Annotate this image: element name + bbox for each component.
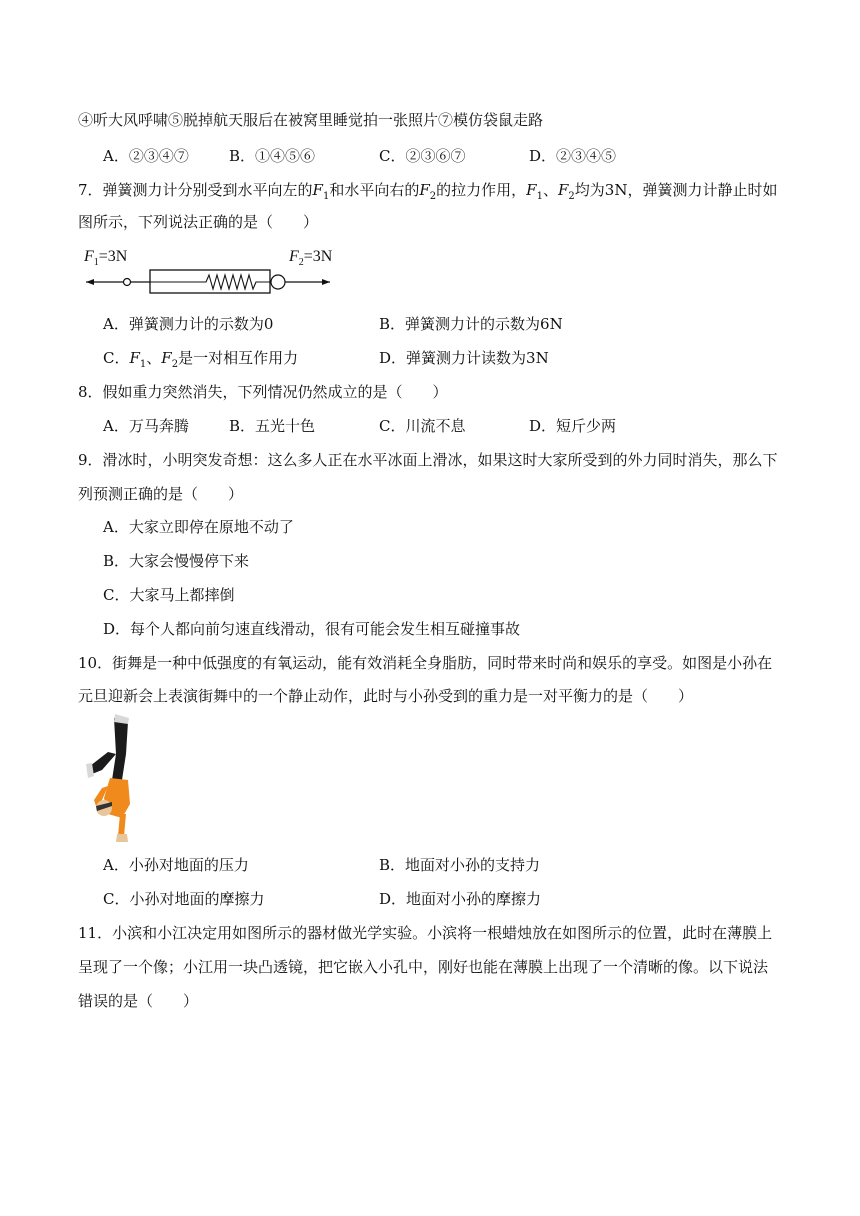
- q8-option-b: B．五光十色: [229, 417, 316, 435]
- f2-label: $F_2=3N$: [289, 248, 333, 269]
- q6-option-d: D．②③④⑤: [529, 147, 617, 165]
- q7-option-c: C．$F_1$、$F_2$是一对相互作用力: [103, 349, 299, 370]
- q7-stem-line2: 图所示，下列说法正确的是（ ）: [78, 213, 319, 231]
- q10-stem-line1: 10．街舞是一种中低强度的有氧运动，能有效消耗全身脂肪，同时带来时尚和娱乐的享受。如图是小孙在: [78, 654, 773, 672]
- q10-option-c: C．小孙对地面的摩擦力: [103, 890, 265, 908]
- q8-option-d: D．短斤少两: [529, 417, 617, 435]
- q10-option-b: B．地面对小孙的支持力: [379, 856, 541, 874]
- q8-option-c: C．川流不息: [379, 417, 466, 435]
- q11-stem-line2: 呈现了一个像；小江用一块凸透镜，把它嵌入小孔中，刚好也能在薄膜上出现了一个清晰的像。以下说法: [78, 958, 769, 976]
- spring-scale-figure: [78, 246, 348, 296]
- q9-stem-line1: 9．滑冰时，小明突发奇想：这么多人正在水平冰面上滑冰，如果这时大家所受到的外力同时消失，那么下: [78, 451, 778, 469]
- q10-stem-line2: 元旦迎新会上表演街舞中的一个静止动作，此时与小孙受到的重力是一对平衡力的是（ ）: [78, 687, 694, 705]
- q9-stem-line2: 列预测正确的是（ ）: [78, 485, 244, 503]
- q7-option-d: D．弹簧测力计读数为3N: [379, 349, 549, 367]
- q7-option-a: A．弹簧测力计的示数为0: [103, 315, 274, 333]
- q6-tail: ④听大风呼啸⑤脱掉航天服后在被窝里睡觉拍一张照片⑦模仿袋鼠走路: [78, 111, 544, 129]
- spring-scale-drawing: [78, 246, 348, 296]
- q9-option-b: B．大家会慢慢停下来: [103, 552, 250, 570]
- q8-stem: 8．假如重力突然消失，下列情况仍然成立的是（ ）: [78, 383, 448, 401]
- q9-option-d: D．每个人都向前匀速直线滑动，很有可能会发生相互碰撞事故: [103, 620, 521, 638]
- q6-option-a: A．②③④⑦: [103, 147, 189, 165]
- q9-option-c: C．大家马上都摔倒: [103, 586, 235, 604]
- q9-option-a: A．大家立即停在原地不动了: [103, 518, 294, 536]
- q11-stem-line1: 11．小滨和小江决定用如图所示的器材做光学实验。小滨将一根蜡烛放在如图所示的位置，此时在薄膜上: [78, 924, 773, 942]
- q10-option-d: D．地面对小孙的摩擦力: [379, 890, 542, 908]
- breakdancer-figure: [82, 714, 152, 844]
- q6-option-b: B．①④⑤⑥: [229, 147, 316, 165]
- f1-label: $F_1=3N$: [84, 248, 128, 269]
- q7-stem-line1: 7．弹簧测力计分别受到水平向左的$F_1$和水平向右的$F_2$的拉力作用，$F_1$、$F_2$均为3N，弹簧测力计静止时如: [78, 181, 778, 202]
- q11-stem-line3: 错误的是（ ）: [78, 992, 199, 1010]
- q10-option-a: A．小孙对地面的压力: [103, 856, 249, 874]
- q8-option-a: A．万马奔腾: [103, 417, 189, 435]
- q6-option-c: C．②③⑥⑦: [379, 147, 466, 165]
- q7-option-b: B．弹簧测力计的示数为6N: [379, 315, 563, 333]
